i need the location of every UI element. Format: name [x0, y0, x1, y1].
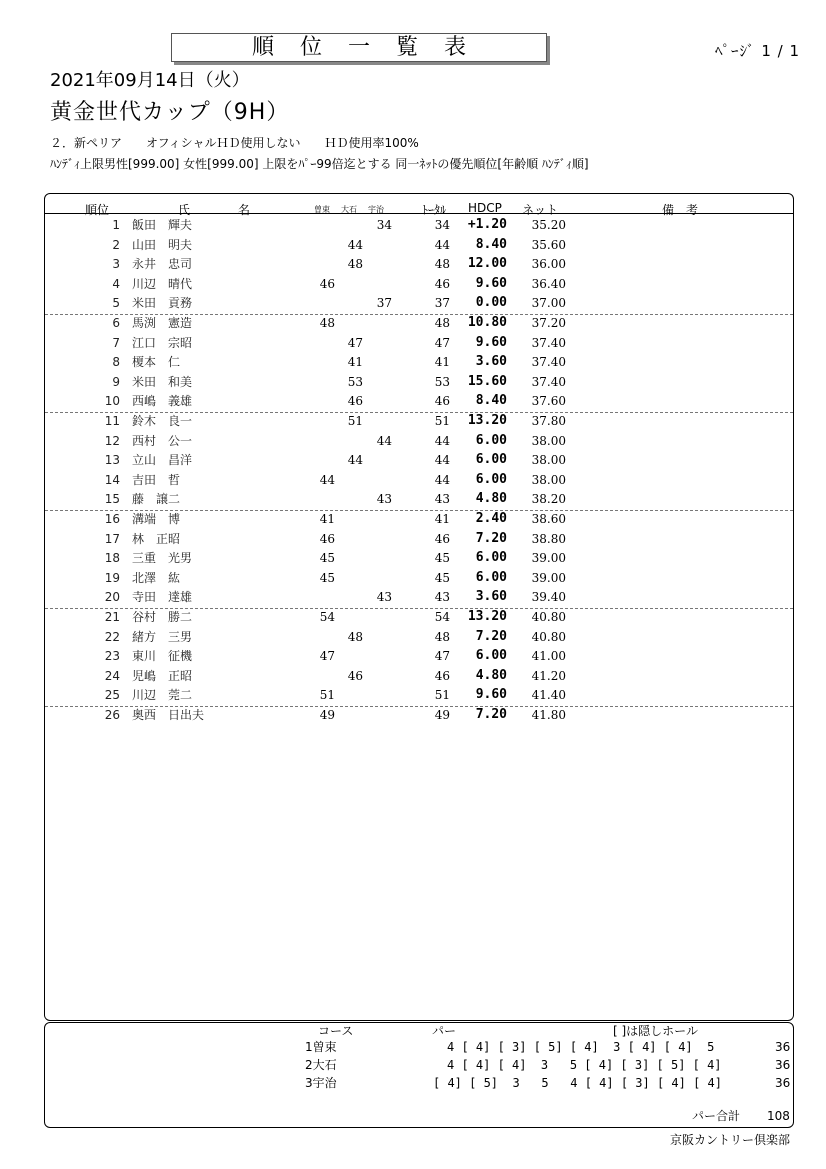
handicap: 4.80: [475, 667, 507, 683]
par-total-label: パー合計: [692, 1109, 741, 1123]
net-score: 35.20: [531, 218, 566, 232]
event-name: 黄金世代カップ（9H）: [50, 100, 290, 125]
course-par-holes: 4 [ 4] [ 4] 3 5 [ 4] [ 3] [ 5] [ 4]: [447, 1058, 722, 1072]
table-row: [45, 275, 793, 295]
total-score: 53: [434, 374, 450, 389]
net-score: 37.00: [531, 296, 566, 311]
handicap: 6.00: [475, 471, 507, 487]
score-course-2: 46: [347, 668, 363, 683]
net-score: 38.00: [531, 433, 566, 448]
player-name: 緒方 三男: [132, 629, 193, 644]
table-row: [45, 412, 793, 432]
table-row: [45, 588, 793, 609]
table-row: [45, 549, 793, 569]
handicap: 2.40: [475, 511, 507, 526]
total-score: 44: [434, 472, 450, 487]
player-name: 東川 征機: [132, 649, 193, 664]
rank-cell: 23: [104, 649, 120, 664]
net-score: 37.40: [531, 355, 566, 370]
rank-cell: 11: [104, 414, 120, 428]
total-score: 44: [434, 453, 450, 468]
player-name: 米田 貢務: [132, 296, 193, 311]
handicap: 9.60: [475, 334, 507, 350]
page-title: 順位一覧表: [171, 33, 547, 62]
net-score: 38.20: [531, 492, 566, 507]
total-score: 41: [434, 355, 450, 370]
handicap: 6.00: [475, 648, 507, 664]
player-name: 溝端 博: [132, 512, 181, 526]
course-par-holes: [ 4] [ 5] 3 5 4 [ 4] [ 3] [ 4] [ 4]: [433, 1076, 722, 1090]
column-header-remarks: 備 考: [662, 203, 699, 217]
total-score: 51: [434, 688, 450, 703]
net-score: 41.00: [531, 649, 566, 664]
handicap: 10.80: [467, 315, 507, 330]
header-divider: [45, 213, 793, 214]
handicap: +1.20: [467, 217, 507, 232]
player-name: 山田 明夫: [132, 237, 193, 252]
total-score: 43: [434, 492, 450, 507]
column-header-total: ﾄｰﾀﾙ: [422, 203, 447, 217]
score-course-1: 48: [319, 316, 335, 330]
score-course-2: 41: [347, 355, 363, 370]
player-name: 川辺 莞二: [132, 688, 193, 703]
player-name: 西嶋 義雄: [132, 394, 193, 409]
handicap: 6.00: [475, 569, 507, 585]
score-course-2: 47: [347, 335, 363, 350]
score-course-3: 43: [376, 492, 392, 507]
score-course-1: 46: [319, 276, 335, 291]
footer-par-label: パー: [432, 1024, 457, 1038]
net-score: 36.00: [531, 257, 566, 272]
score-course-3: 34: [376, 218, 392, 232]
rank-cell: 21: [104, 610, 120, 624]
course-name: 1曽束: [305, 1040, 337, 1054]
column-header-name-1: 氏: [178, 203, 191, 217]
total-score: 47: [434, 335, 450, 350]
score-course-2: 51: [347, 414, 363, 428]
course-par-total: 36: [775, 1076, 791, 1090]
handicap: 3.60: [475, 354, 507, 370]
net-score: 37.60: [531, 394, 566, 409]
table-row: [45, 569, 793, 589]
handicap: 9.60: [475, 687, 507, 703]
player-name: 寺田 達雄: [132, 590, 193, 605]
handicap: 6.00: [475, 452, 507, 468]
score-course-2: 44: [347, 453, 363, 468]
player-name: 榎本 仁: [132, 355, 181, 370]
handicap: 8.40: [475, 236, 507, 252]
net-score: 36.40: [531, 276, 566, 291]
rank-cell: 17: [104, 531, 120, 546]
handicap: 6.00: [475, 550, 507, 566]
total-score: 49: [434, 708, 450, 722]
table-row: [45, 236, 793, 256]
handicap: 6.00: [475, 432, 507, 448]
player-name: 飯田 輝夫: [132, 218, 193, 232]
total-score: 48: [434, 316, 450, 330]
table-row: [45, 686, 793, 707]
total-score: 45: [434, 570, 450, 585]
table-row: [45, 353, 793, 373]
handicap: 13.20: [467, 413, 507, 428]
total-score: 46: [434, 531, 450, 546]
rank-cell: 12: [104, 433, 120, 448]
net-score: 38.00: [531, 472, 566, 487]
net-score: 39.00: [531, 570, 566, 585]
rank-cell: 10: [104, 394, 120, 409]
rank-cell: 3: [112, 257, 120, 272]
score-course-1: 46: [319, 531, 335, 546]
course-name: 2大石: [305, 1058, 337, 1072]
handicap: 15.60: [467, 373, 507, 389]
table-row: [45, 628, 793, 648]
course-name: 3宇治: [305, 1076, 337, 1090]
score-course-2: 46: [347, 394, 363, 409]
column-header-course-3: 宇治: [368, 205, 384, 214]
table-row: [45, 314, 793, 334]
total-score: 44: [434, 433, 450, 448]
player-name: 児嶋 正昭: [132, 668, 193, 683]
table-row: [45, 373, 793, 393]
column-header-hdcp: HDCP: [468, 201, 502, 215]
rank-cell: 13: [104, 453, 120, 468]
net-score: 37.40: [531, 374, 566, 389]
handicap: 12.00: [467, 256, 507, 272]
net-score: 37.40: [531, 335, 566, 350]
column-header-name-2: 名: [238, 203, 251, 217]
score-course-2: 44: [347, 237, 363, 252]
table-row: [45, 471, 793, 491]
net-score: 39.00: [531, 551, 566, 566]
rank-cell: 19: [104, 570, 120, 585]
net-score: 35.60: [531, 237, 566, 252]
total-score: 46: [434, 668, 450, 683]
table-row: [45, 255, 793, 275]
rank-cell: 6: [112, 316, 120, 330]
player-name: 鈴木 良一: [132, 414, 193, 428]
total-score: 46: [434, 276, 450, 291]
player-name: 立山 昌洋: [132, 453, 193, 468]
score-course-2: 48: [347, 629, 363, 644]
footer-course-label: コース: [318, 1024, 354, 1038]
rank-cell: 5: [112, 296, 120, 311]
table-row: [45, 510, 793, 530]
net-score: 38.00: [531, 453, 566, 468]
total-score: 41: [434, 512, 450, 526]
rank-cell: 14: [104, 472, 120, 487]
rank-cell: 25: [104, 688, 120, 703]
rank-cell: 15: [104, 492, 120, 507]
table-row: [45, 392, 793, 413]
player-name: 林 正昭: [132, 531, 181, 546]
rank-cell: 8: [112, 355, 120, 370]
table-row: [45, 334, 793, 354]
rank-cell: 9: [112, 374, 120, 389]
handicap: 3.60: [475, 589, 507, 605]
table-row: [45, 647, 793, 667]
rank-cell: 7: [112, 335, 120, 350]
score-course-1: 45: [319, 551, 335, 566]
table-row: [45, 530, 793, 550]
handicap: 7.20: [475, 707, 507, 722]
table-row: [45, 216, 793, 236]
column-header-rank: 順位: [85, 203, 110, 217]
table-row: [45, 451, 793, 471]
player-name: 奥西 日出夫: [132, 708, 205, 722]
table-row: [45, 706, 793, 726]
club-name: 京阪カントリー倶楽部: [669, 1133, 790, 1147]
net-score: 39.40: [531, 590, 566, 605]
handicap: 8.40: [475, 393, 507, 409]
score-course-1: 51: [319, 688, 335, 703]
table-row: [45, 490, 793, 511]
hidden-hole-note: [ ]は隠しホール: [613, 1024, 698, 1038]
handicap: 0.00: [475, 295, 507, 311]
net-score: 37.20: [531, 316, 566, 330]
player-name: 西村 公一: [132, 433, 193, 448]
rank-cell: 16: [104, 512, 120, 526]
course-par-holes: 4 [ 4] [ 3] [ 5] [ 4] 3 [ 4] [ 4] 5: [447, 1040, 715, 1054]
handicap: 9.60: [475, 275, 507, 291]
score-course-2: 48: [347, 257, 363, 272]
player-name: 永井 忠司: [132, 257, 193, 272]
player-name: 米田 和美: [132, 374, 193, 389]
course-par-total: 36: [775, 1058, 791, 1072]
total-score: 44: [434, 237, 450, 252]
handicap: 4.80: [475, 491, 507, 507]
rank-cell: 24: [104, 668, 120, 683]
score-course-3: 44: [376, 433, 392, 448]
score-course-2: 53: [347, 374, 363, 389]
total-score: 48: [434, 257, 450, 272]
rank-cell: 1: [112, 218, 120, 232]
rank-cell: 26: [104, 708, 120, 722]
total-score: 47: [434, 649, 450, 664]
page-number: ﾍﾟｰｼﾞ 1 / 1: [715, 42, 800, 60]
column-header-net: ネット: [522, 203, 559, 217]
column-header-course-1: 曽束: [314, 205, 330, 214]
scoring-conditions: ２．新ペリア オフィシャルＨＤ使用しない ＨＤ使用率100%: [50, 136, 419, 150]
total-score: 46: [434, 394, 450, 409]
player-name: 谷村 勝二: [132, 610, 193, 624]
net-score: 41.40: [531, 688, 566, 703]
column-header-course-2: 大石: [341, 205, 357, 214]
handicap: 13.20: [467, 609, 507, 624]
net-score: 38.60: [531, 512, 566, 526]
table-row: [45, 608, 793, 628]
player-name: 江口 宗昭: [132, 335, 193, 350]
total-score: 43: [434, 590, 450, 605]
rank-cell: 4: [112, 276, 120, 291]
event-date: 2021年09月14日（火）: [50, 70, 250, 91]
net-score: 41.80: [531, 708, 566, 722]
score-course-1: 45: [319, 570, 335, 585]
total-score: 45: [434, 551, 450, 566]
net-score: 37.80: [531, 414, 566, 428]
score-course-1: 47: [319, 649, 335, 664]
player-name: 吉田 哲: [132, 472, 181, 487]
rank-cell: 2: [112, 237, 120, 252]
total-score: 48: [434, 629, 450, 644]
handicap: 7.20: [475, 530, 507, 546]
net-score: 40.80: [531, 629, 566, 644]
player-name: 藤 譲二: [132, 492, 181, 507]
course-par-total: 36: [775, 1040, 791, 1054]
table-row: [45, 432, 793, 452]
player-name: 馬渕 憲造: [132, 316, 193, 330]
handicap: 7.20: [475, 628, 507, 644]
total-score: 34: [434, 218, 450, 232]
table-row: [45, 294, 793, 315]
player-name: 三重 光男: [132, 551, 193, 566]
rank-cell: 18: [104, 551, 120, 566]
player-name: 川辺 晴代: [132, 276, 193, 291]
net-score: 40.80: [531, 610, 566, 624]
player-name: 北澤 紘: [132, 570, 181, 585]
net-score: 38.80: [531, 531, 566, 546]
table-row: [45, 667, 793, 687]
score-course-3: 43: [376, 590, 392, 605]
score-course-1: 41: [319, 512, 335, 526]
score-course-1: 49: [319, 708, 335, 722]
rank-cell: 22: [104, 629, 120, 644]
total-score: 54: [434, 610, 450, 624]
score-course-1: 54: [319, 610, 335, 624]
rank-cell: 20: [104, 590, 120, 605]
par-total-value: 108: [767, 1109, 790, 1123]
score-course-3: 37: [376, 296, 392, 311]
total-score: 51: [434, 414, 450, 428]
net-score: 41.20: [531, 668, 566, 683]
handicap-rule: ﾊﾝﾃﾞｨ上限男性[999.00] 女性[999.00] 上限をﾊﾟｰ99倍迄とする 同一ﾈｯﾄの優先順位[年齢順 ﾊﾝﾃﾞｨ順]: [50, 157, 589, 171]
total-score: 37: [434, 296, 450, 311]
score-course-1: 44: [319, 472, 335, 487]
